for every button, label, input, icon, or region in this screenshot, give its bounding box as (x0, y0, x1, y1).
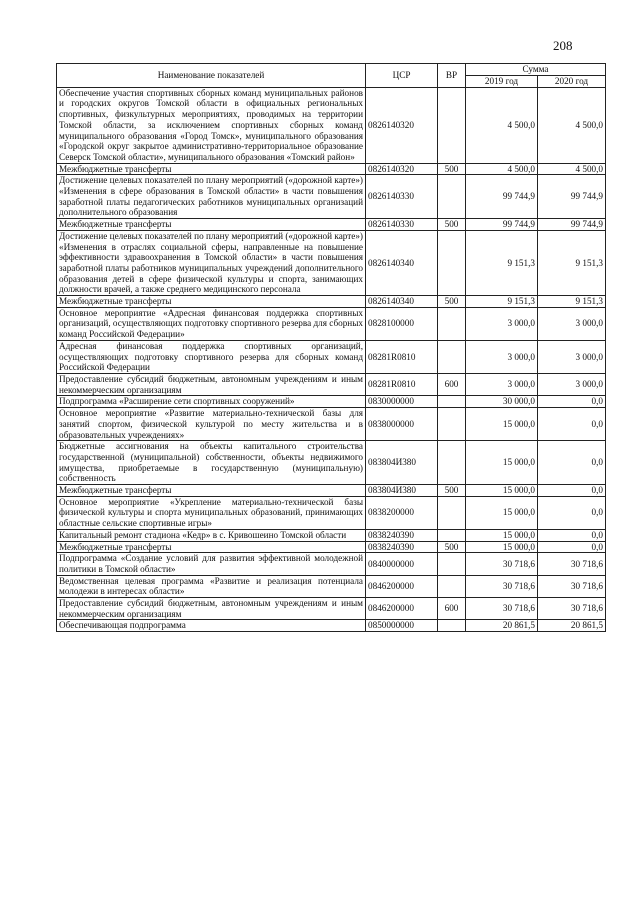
row-csr-cell: 0846200000 (366, 598, 438, 620)
table-row (57, 175, 606, 219)
row-name-cell: Адресная финансовая поддержка спортивных организаций, осуществляющих подготовку спортивного резерва для сборных команд Российской Федерации (57, 340, 366, 373)
row-sum-2019-cell: 30 000,0 (466, 396, 538, 408)
row-name-cell: Подпрограмма «Создание условий для развития эффективной молодежной политики в Томской области» (57, 553, 366, 575)
row-sum-2019-cell: 15 000,0 (466, 496, 538, 529)
row-name-cell: Обеспечивающая подпрограмма (57, 620, 366, 632)
table-row (57, 598, 606, 620)
row-csr-cell: 0826140320 (366, 87, 438, 163)
row-sum-2020-cell: 3 000,0 (538, 373, 606, 395)
header-sum: Сумма (466, 64, 606, 76)
row-vr-cell: 500 (438, 296, 466, 308)
header-name: Наименование показателей (57, 64, 366, 88)
row-vr-cell (438, 87, 466, 163)
row-name-cell: Предоставление субсидий бюджетным, автономным учреждениям и иным некоммерческим организациям (57, 598, 366, 620)
row-sum-2019-cell: 20 861,5 (466, 620, 538, 632)
row-sum-2020-cell: 3 000,0 (538, 307, 606, 340)
row-sum-2019-cell: 30 718,6 (466, 598, 538, 620)
row-sum-2019-cell: 15 000,0 (466, 529, 538, 541)
table-row (57, 485, 606, 497)
row-csr-cell: 0826140320 (366, 163, 438, 175)
row-vr-cell (438, 307, 466, 340)
table-row (57, 396, 606, 408)
row-csr-cell: 0838000000 (366, 408, 438, 441)
table-row (57, 441, 606, 485)
row-sum-2019-cell: 4 500,0 (466, 163, 538, 175)
row-sum-2020-cell: 30 718,6 (538, 575, 606, 597)
row-name-cell: Межбюджетные трансферты (57, 296, 366, 308)
row-csr-cell: 0838240390 (366, 541, 438, 553)
table-row (57, 620, 606, 632)
row-sum-2020-cell: 3 000,0 (538, 340, 606, 373)
row-sum-2019-cell: 9 151,3 (466, 296, 538, 308)
row-csr-cell: 083804И380 (366, 441, 438, 485)
table-row (57, 496, 606, 529)
row-name-cell: Межбюджетные трансферты (57, 541, 366, 553)
row-vr-cell (438, 175, 466, 219)
row-vr-cell: 600 (438, 598, 466, 620)
row-name-cell: Достижение целевых показателей по плану мероприятий («дорожной карте») «Изменения в сфере образования в Томской области» в части повышения заработной платы педагогических работников муниципальных организаций дополнительного образования (57, 175, 366, 219)
row-csr-cell: 0846200000 (366, 575, 438, 597)
row-csr-cell: 083804И380 (366, 485, 438, 497)
row-sum-2020-cell: 0,0 (538, 496, 606, 529)
row-name-cell: Межбюджетные трансферты (57, 219, 366, 231)
row-sum-2019-cell: 15 000,0 (466, 541, 538, 553)
row-name-cell: Ведомственная целевая программа «Развитие и реализация потенциала молодежи в интересах области» (57, 575, 366, 597)
row-sum-2019-cell: 30 718,6 (466, 553, 538, 575)
row-name-cell: Подпрограмма «Расширение сети спортивных сооружений» (57, 396, 366, 408)
row-sum-2020-cell: 9 151,3 (538, 296, 606, 308)
row-sum-2020-cell: 4 500,0 (538, 87, 606, 163)
row-sum-2020-cell: 30 718,6 (538, 553, 606, 575)
row-name-cell: Основное мероприятие «Укрепление материально-технической базы физической культуры и спорта муниципальных образований, принимающих областные сельские спортивные игры» (57, 496, 366, 529)
row-name-cell: Межбюджетные трансферты (57, 163, 366, 175)
row-sum-2020-cell: 20 861,5 (538, 620, 606, 632)
row-csr-cell: 0830000000 (366, 396, 438, 408)
row-sum-2019-cell: 99 744,9 (466, 175, 538, 219)
row-vr-cell: 600 (438, 373, 466, 395)
header-csr: ЦСР (366, 64, 438, 88)
table-row (57, 340, 606, 373)
row-sum-2020-cell: 0,0 (538, 529, 606, 541)
row-name-cell: Бюджетные ассигнования на объекты капитального строительства государственной (муниципальной) собственности, объекты недвижимого имущества, приобретаемые в государственную (муниципальную) собственность (57, 441, 366, 485)
row-sum-2019-cell: 99 744,9 (466, 219, 538, 231)
header-year-2019: 2019 год (466, 76, 538, 88)
table-row (57, 575, 606, 597)
row-vr-cell (438, 408, 466, 441)
row-csr-cell: 0826140340 (366, 296, 438, 308)
row-vr-cell (438, 340, 466, 373)
table-row (57, 541, 606, 553)
row-vr-cell (438, 553, 466, 575)
row-vr-cell (438, 575, 466, 597)
row-sum-2020-cell: 99 744,9 (538, 219, 606, 231)
row-name-cell: Основное мероприятие «Адресная финансовая поддержка спортивных организаций, осуществляющих подготовку спортивного резерва для сборных команд Российской Федерации» (57, 307, 366, 340)
row-sum-2019-cell: 9 151,3 (466, 230, 538, 295)
budget-table (56, 63, 606, 632)
table-row (57, 87, 606, 163)
row-name-cell: Основное мероприятие «Развитие материально-технической базы для занятий спортом, физической культурой по месту жительства и в образовательных учреждениях» (57, 408, 366, 441)
row-sum-2020-cell: 9 151,3 (538, 230, 606, 295)
table-body (57, 87, 606, 631)
row-csr-cell: 0850000000 (366, 620, 438, 632)
table-row (57, 373, 606, 395)
row-name-cell: Предоставление субсидий бюджетным, автономным учреждениям и иным некоммерческим организациям (57, 373, 366, 395)
row-sum-2020-cell: 99 744,9 (538, 175, 606, 219)
row-sum-2019-cell: 15 000,0 (466, 441, 538, 485)
row-vr-cell (438, 496, 466, 529)
row-sum-2020-cell: 0,0 (538, 485, 606, 497)
row-name-cell: Межбюджетные трансферты (57, 485, 366, 497)
header-vr: ВР (438, 64, 466, 88)
header-year-2020: 2020 год (538, 76, 606, 88)
table-row (57, 529, 606, 541)
row-vr-cell: 500 (438, 541, 466, 553)
row-vr-cell: 500 (438, 485, 466, 497)
row-sum-2020-cell: 30 718,6 (538, 598, 606, 620)
row-name-cell: Капитальный ремонт стадиона «Кедр» в с. Кривошеино Томской области (57, 529, 366, 541)
row-csr-cell: 0826140330 (366, 175, 438, 219)
row-vr-cell (438, 529, 466, 541)
row-sum-2020-cell: 4 500,0 (538, 163, 606, 175)
row-sum-2020-cell: 0,0 (538, 396, 606, 408)
row-sum-2020-cell: 0,0 (538, 441, 606, 485)
table-row (57, 163, 606, 175)
table-row (57, 219, 606, 231)
row-sum-2019-cell: 3 000,0 (466, 307, 538, 340)
row-csr-cell: 0840000000 (366, 553, 438, 575)
row-csr-cell: 0826140340 (366, 230, 438, 295)
table-row (57, 296, 606, 308)
row-sum-2019-cell: 4 500,0 (466, 87, 538, 163)
row-vr-cell (438, 396, 466, 408)
row-name-cell: Обеспечение участия спортивных сборных команд муниципальных районов и городских округов Томской области в официальных региональных спортивных, физкультурных мероприятиях, проводимых на территории Томской области, за исключением спортивных сборных команд муниципального образования «Город Томск», муниципального образования «Городской округ закрытое административно-территориальное образование Северск Томской области», муниципального образования «Томский район» (57, 87, 366, 163)
row-sum-2020-cell: 0,0 (538, 541, 606, 553)
table-row (57, 408, 606, 441)
row-sum-2019-cell: 30 718,6 (466, 575, 538, 597)
row-name-cell: Достижение целевых показателей по плану мероприятий («дорожной карте») «Изменения в отраслях социальной сферы, направленные на повышение эффективности здравоохранения в Томской области» в части повышения заработной платы работников муниципальных учреждений дополнительного образования детей в сфере физической культуры и спорта, занимающих должности врачей, а также среднего медицинского персонала (57, 230, 366, 295)
row-csr-cell: 0826140330 (366, 219, 438, 231)
row-csr-cell: 0828100000 (366, 307, 438, 340)
row-vr-cell: 500 (438, 219, 466, 231)
row-sum-2019-cell: 3 000,0 (466, 373, 538, 395)
row-sum-2019-cell: 3 000,0 (466, 340, 538, 373)
row-csr-cell: 0838200000 (366, 496, 438, 529)
table-row (57, 230, 606, 295)
row-vr-cell (438, 230, 466, 295)
row-csr-cell: 08281R0810 (366, 340, 438, 373)
table-header (57, 64, 606, 88)
row-sum-2019-cell: 15 000,0 (466, 485, 538, 497)
row-vr-cell (438, 620, 466, 632)
row-sum-2019-cell: 15 000,0 (466, 408, 538, 441)
page-number: 208 (553, 38, 573, 53)
row-vr-cell: 500 (438, 163, 466, 175)
table-row (57, 553, 606, 575)
row-csr-cell: 0838240390 (366, 529, 438, 541)
row-vr-cell (438, 441, 466, 485)
row-sum-2020-cell: 0,0 (538, 408, 606, 441)
row-csr-cell: 08281R0810 (366, 373, 438, 395)
table-row (57, 307, 606, 340)
